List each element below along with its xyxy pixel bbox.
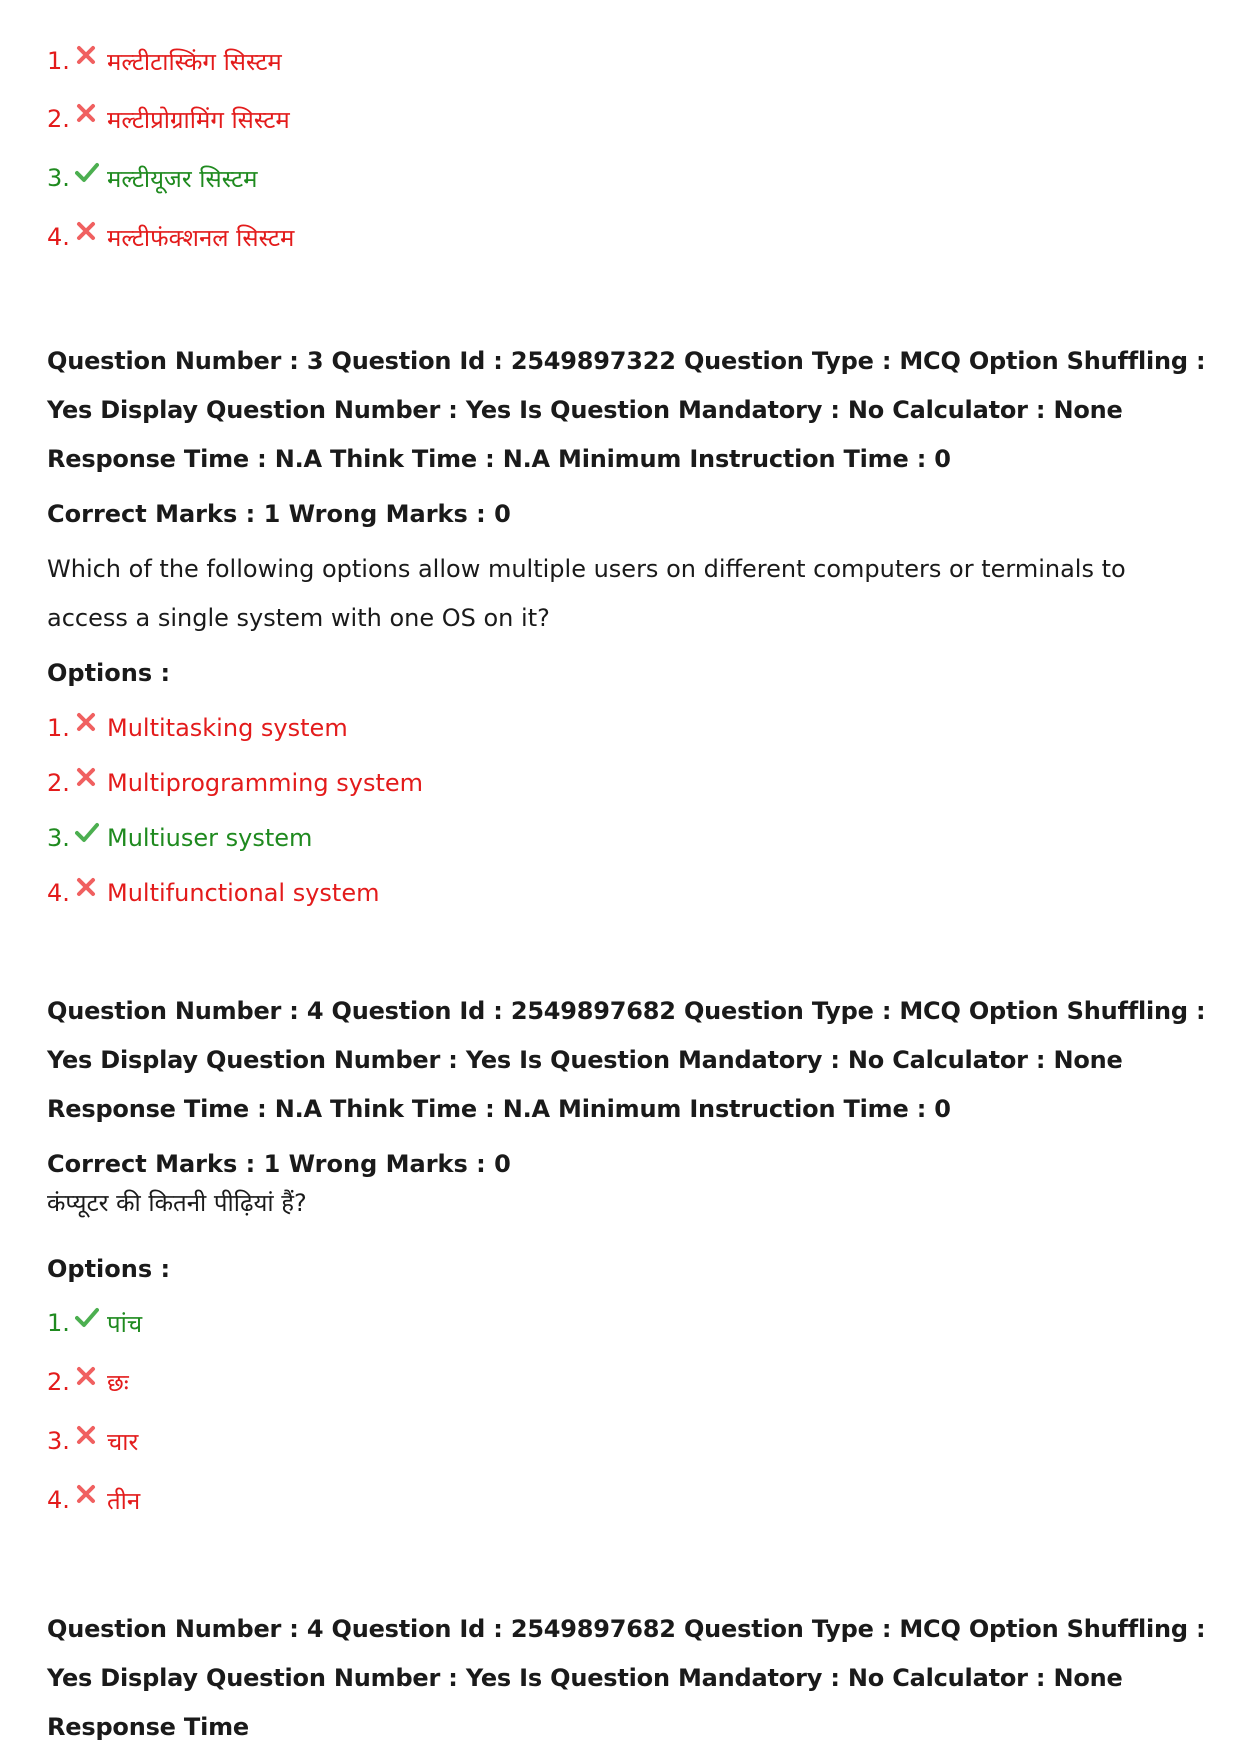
option-text: मल्टीयूजर सिस्टम	[107, 164, 258, 193]
option-text: पांच	[107, 1309, 143, 1338]
question-4-option-3	[47, 1423, 138, 1459]
option-number: 3.	[47, 1427, 70, 1455]
option-number: 3.	[47, 824, 70, 852]
option-text: तीन	[107, 1486, 141, 1515]
question-4-option-2	[47, 1364, 129, 1400]
prev-option-3	[47, 160, 258, 196]
question-4-options-label: Options :	[47, 1255, 171, 1283]
cross-icon	[75, 1367, 103, 1397]
option-text: मल्टीटास्किंग सिस्टम	[107, 47, 282, 76]
question-3-option-4	[47, 875, 379, 911]
prev-option-2	[47, 101, 290, 137]
question-4-meta: Question Number : 4 Question Id : 2549897682 Question Type : MCQ Option Shuffling : Yes Display Question Number : Yes Is Question Mandatory : No Calculator : None Response Time : N.A Think Time : N.A Minimum Instruction Time : 0	[47, 997, 1206, 1123]
question-3-marks: Correct Marks : 1 Wrong Marks : 0	[47, 500, 511, 528]
option-text: Multifunctional system	[107, 879, 380, 907]
option-number: 2.	[47, 105, 70, 133]
option-number: 3.	[47, 164, 70, 192]
question-4-text: कंप्यूटर की कितनी पीढ़ियां हैं?	[47, 1189, 307, 1217]
prev-option-4	[47, 219, 294, 255]
option-text: छः	[107, 1368, 129, 1397]
cross-icon	[75, 104, 103, 134]
cross-icon	[75, 46, 103, 76]
option-number: 1.	[47, 47, 70, 75]
cross-icon	[75, 1426, 103, 1456]
option-number: 4.	[47, 223, 70, 251]
option-text: Multiprogramming system	[107, 769, 423, 797]
question-4-marks: Correct Marks : 1 Wrong Marks : 0	[47, 1150, 511, 1178]
option-number: 1.	[47, 1309, 70, 1337]
cross-icon	[75, 713, 103, 743]
question-4-option-1	[47, 1305, 142, 1341]
option-text: Multiuser system	[107, 824, 313, 852]
option-number: 4.	[47, 1486, 70, 1514]
option-text: चार	[107, 1427, 139, 1456]
prev-option-1	[47, 43, 282, 79]
question-3-options-label: Options :	[47, 659, 171, 687]
check-icon	[75, 1308, 103, 1338]
question-3-option-2	[47, 765, 423, 801]
option-number: 2.	[47, 1368, 70, 1396]
question-3-meta: Question Number : 3 Question Id : 2549897322 Question Type : MCQ Option Shuffling : Yes Display Question Number : Yes Is Question Mandatory : No Calculator : None Response Time : N.A Think Time : N.A Minimum Instruction Time : 0	[47, 347, 1206, 473]
question-3-text: Which of the following options allow multiple users on different computers or terminals to access a single system with one OS on it?	[47, 555, 1126, 632]
option-text: मल्टीप्रोग्रामिंग सिस्टम	[107, 105, 290, 134]
option-text: मल्टीफंक्शनल सिस्टम	[107, 223, 295, 252]
option-text: Multitasking system	[107, 714, 348, 742]
option-number: 2.	[47, 769, 70, 797]
cross-icon	[75, 222, 103, 252]
question-4-repeat-meta: Question Number : 4 Question Id : 2549897682 Question Type : MCQ Option Shuffling : Yes Display Question Number : Yes Is Question Mandatory : No Calculator : None Response Time	[47, 1615, 1206, 1741]
option-number: 1.	[47, 714, 70, 742]
cross-icon	[75, 768, 103, 798]
question-4-option-4	[47, 1482, 140, 1518]
cross-icon	[75, 878, 103, 908]
question-3-option-3	[47, 820, 312, 856]
check-icon	[75, 823, 103, 853]
cross-icon	[75, 1485, 103, 1515]
check-icon	[75, 163, 103, 193]
option-number: 4.	[47, 879, 70, 907]
question-3-option-1	[47, 710, 348, 746]
